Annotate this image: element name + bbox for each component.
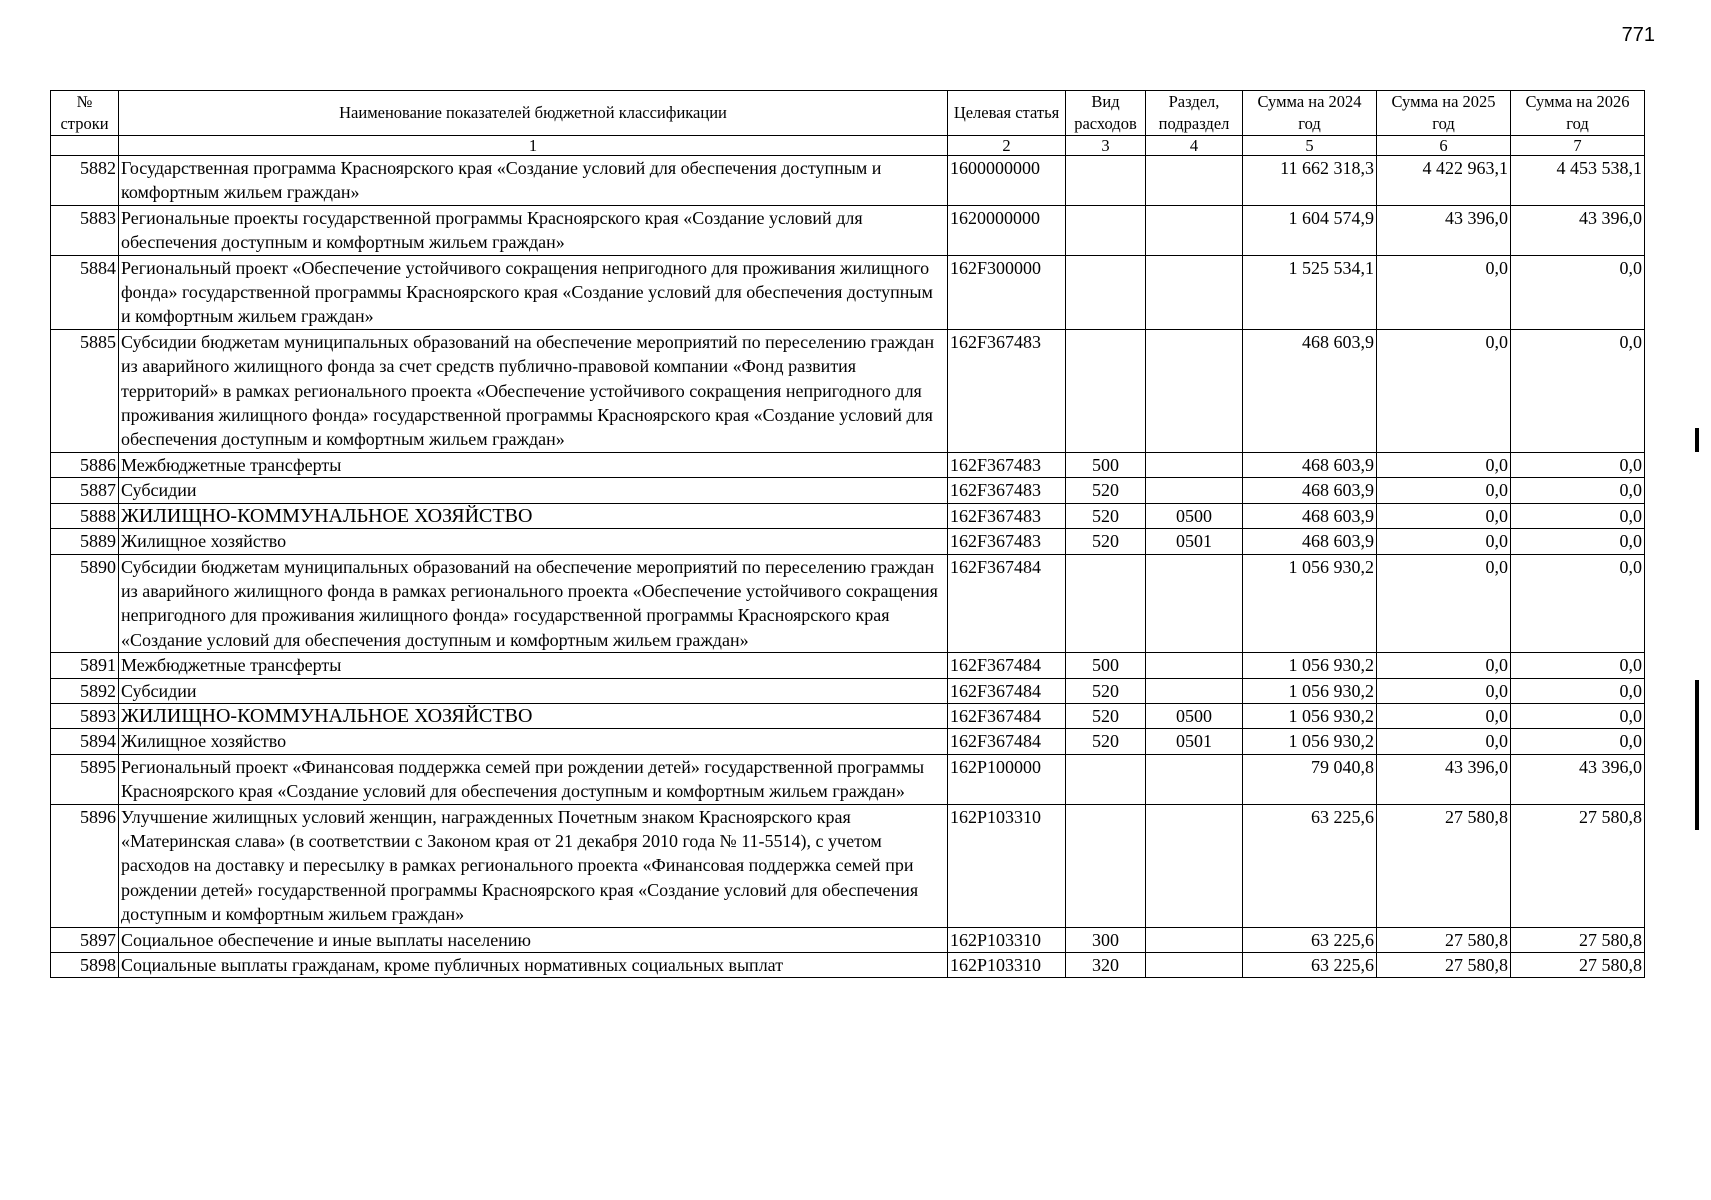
header-section: Раздел, подраздел (1146, 91, 1243, 136)
row-sum-2024: 1 056 930,2 (1243, 554, 1377, 653)
row-sum-2026: 4 453 538,1 (1511, 156, 1645, 206)
row-target-code: 162P103310 (948, 927, 1066, 952)
row-sum-2025: 27 580,8 (1377, 927, 1511, 952)
row-expense-type: 320 (1066, 953, 1146, 978)
row-name: Субсидии бюджетам муниципальных образований на обеспечение мероприятий по переселению граждан из аварийного жилищного фонда за счет средств публично-правовой компании «Фонд развития территорий» в рамках регионального проекта «Обеспечение устойчивого сокращения непригодного для проживания жилищного фонда» государственной программы Красноярского края «Создание условий для обеспечения доступным и комфортным жильем граждан» (119, 329, 948, 452)
row-target-code: 162F300000 (948, 255, 1066, 329)
row-section (1146, 653, 1243, 678)
row-number: 5883 (51, 205, 119, 255)
table-row (51, 678, 1645, 703)
table-row (51, 156, 1645, 206)
row-sum-2024: 468 603,9 (1243, 529, 1377, 554)
header-name: Наименование показателей бюджетной классификации (119, 91, 948, 136)
row-sum-2026: 0,0 (1511, 529, 1645, 554)
column-number: 7 (1511, 136, 1645, 156)
table-row (51, 478, 1645, 503)
row-sum-2025: 0,0 (1377, 329, 1511, 452)
row-name: Субсидии бюджетам муниципальных образований на обеспечение мероприятий по переселению граждан из аварийного жилищного фонда в рамках регионального проекта «Обеспечение устойчивого сокращения непригодного для проживания жилищного фонда» государственной программы Красноярского края «Создание условий для обеспечения доступным и комфортным жильем граждан» (119, 554, 948, 653)
row-number: 5887 (51, 478, 119, 503)
row-expense-type: 300 (1066, 927, 1146, 952)
row-expense-type (1066, 156, 1146, 206)
row-sum-2024: 63 225,6 (1243, 927, 1377, 952)
scan-edge-mark (1695, 428, 1699, 452)
row-name: Жилищное хозяйство (119, 529, 948, 554)
row-section (1146, 678, 1243, 703)
row-name: Субсидии (119, 478, 948, 503)
row-section (1146, 478, 1243, 503)
row-expense-type: 500 (1066, 452, 1146, 477)
row-sum-2024: 63 225,6 (1243, 953, 1377, 978)
row-number: 5895 (51, 754, 119, 804)
row-sum-2026: 0,0 (1511, 452, 1645, 477)
row-target-code: 162F367483 (948, 452, 1066, 477)
row-sum-2026: 0,0 (1511, 329, 1645, 452)
table-row (51, 554, 1645, 653)
table-row (51, 503, 1645, 528)
row-expense-type: 520 (1066, 678, 1146, 703)
row-sum-2026: 0,0 (1511, 729, 1645, 754)
row-target-code: 162P100000 (948, 754, 1066, 804)
row-sum-2025: 0,0 (1377, 478, 1511, 503)
row-name: Жилищное хозяйство (119, 729, 948, 754)
table-row (51, 255, 1645, 329)
table-row (51, 927, 1645, 952)
row-number: 5888 (51, 503, 119, 528)
row-number: 5882 (51, 156, 119, 206)
row-sum-2025: 0,0 (1377, 554, 1511, 653)
row-sum-2025: 0,0 (1377, 503, 1511, 528)
row-sum-2024: 468 603,9 (1243, 503, 1377, 528)
row-section (1146, 754, 1243, 804)
row-target-code: 1620000000 (948, 205, 1066, 255)
row-number: 5891 (51, 653, 119, 678)
row-sum-2026: 27 580,8 (1511, 953, 1645, 978)
row-number: 5897 (51, 927, 119, 952)
table-row (51, 754, 1645, 804)
row-section (1146, 255, 1243, 329)
row-sum-2025: 43 396,0 (1377, 754, 1511, 804)
row-sum-2024: 468 603,9 (1243, 478, 1377, 503)
row-sum-2024: 1 604 574,9 (1243, 205, 1377, 255)
row-sum-2025: 4 422 963,1 (1377, 156, 1511, 206)
row-expense-type: 520 (1066, 703, 1146, 728)
row-sum-2024: 63 225,6 (1243, 804, 1377, 927)
row-sum-2024: 1 056 930,2 (1243, 653, 1377, 678)
row-sum-2025: 0,0 (1377, 529, 1511, 554)
row-sum-2025: 0,0 (1377, 703, 1511, 728)
header-num: № строки (51, 91, 119, 136)
row-sum-2026: 0,0 (1511, 503, 1645, 528)
row-sum-2025: 0,0 (1377, 653, 1511, 678)
row-sum-2026: 27 580,8 (1511, 927, 1645, 952)
row-sum-2025: 0,0 (1377, 729, 1511, 754)
row-number: 5894 (51, 729, 119, 754)
header-type: Вид расходов (1066, 91, 1146, 136)
column-number: 4 (1146, 136, 1243, 156)
column-number-row (51, 136, 1645, 156)
row-section (1146, 452, 1243, 477)
column-number: 5 (1243, 136, 1377, 156)
row-name: Региональный проект «Обеспечение устойчивого сокращения непригодного для проживания жилищного фонда» государственной программы Красноярского края «Создание условий для обеспечения доступным и комфортным жильем граждан» (119, 255, 948, 329)
row-target-code: 162F367483 (948, 478, 1066, 503)
page-number: 771 (1621, 24, 1655, 46)
row-expense-type (1066, 554, 1146, 653)
row-sum-2026: 0,0 (1511, 678, 1645, 703)
row-name: ЖИЛИЩНО-КОММУНАЛЬНОЕ ХОЗЯЙСТВО (119, 503, 948, 528)
row-expense-type: 520 (1066, 529, 1146, 554)
row-target-code: 162F367484 (948, 678, 1066, 703)
row-sum-2024: 468 603,9 (1243, 452, 1377, 477)
table-row (51, 953, 1645, 978)
row-target-code: 162F367483 (948, 329, 1066, 452)
header-row (51, 91, 1645, 136)
row-sum-2024: 1 525 534,1 (1243, 255, 1377, 329)
row-expense-type: 520 (1066, 503, 1146, 528)
row-sum-2026: 0,0 (1511, 554, 1645, 653)
row-sum-2025: 0,0 (1377, 678, 1511, 703)
row-name: Межбюджетные трансферты (119, 653, 948, 678)
row-section: 0501 (1146, 529, 1243, 554)
row-sum-2024: 11 662 318,3 (1243, 156, 1377, 206)
row-sum-2026: 43 396,0 (1511, 205, 1645, 255)
row-expense-type: 520 (1066, 729, 1146, 754)
row-target-code: 162P103310 (948, 953, 1066, 978)
table-row (51, 804, 1645, 927)
table-body (51, 156, 1645, 978)
row-sum-2026: 0,0 (1511, 255, 1645, 329)
row-sum-2024: 1 056 930,2 (1243, 729, 1377, 754)
row-sum-2024: 1 056 930,2 (1243, 703, 1377, 728)
row-target-code: 162F367484 (948, 554, 1066, 653)
row-target-code: 162F367484 (948, 703, 1066, 728)
row-target-code: 162P103310 (948, 804, 1066, 927)
header-sum-2024: Сумма на 2024 год (1243, 91, 1377, 136)
row-number: 5890 (51, 554, 119, 653)
row-expense-type: 500 (1066, 653, 1146, 678)
row-section (1146, 205, 1243, 255)
budget-table (50, 90, 1645, 978)
row-expense-type (1066, 804, 1146, 927)
row-name: ЖИЛИЩНО-КОММУНАЛЬНОЕ ХОЗЯЙСТВО (119, 703, 948, 728)
row-expense-type (1066, 205, 1146, 255)
header-sum-2025: Сумма на 2025 год (1377, 91, 1511, 136)
table-row (51, 205, 1645, 255)
table-row (51, 329, 1645, 452)
row-expense-type: 520 (1066, 478, 1146, 503)
row-sum-2026: 27 580,8 (1511, 804, 1645, 927)
header-target: Целевая статья (948, 91, 1066, 136)
row-sum-2024: 468 603,9 (1243, 329, 1377, 452)
row-section: 0500 (1146, 703, 1243, 728)
row-name: Субсидии (119, 678, 948, 703)
column-number: 1 (119, 136, 948, 156)
row-sum-2024: 79 040,8 (1243, 754, 1377, 804)
row-sum-2025: 27 580,8 (1377, 953, 1511, 978)
row-name: Государственная программа Красноярского края «Создание условий для обеспечения доступным и комфортным жильем граждан» (119, 156, 948, 206)
row-number: 5886 (51, 452, 119, 477)
table-row (51, 703, 1645, 728)
row-section: 0501 (1146, 729, 1243, 754)
column-number: 2 (948, 136, 1066, 156)
row-name: Региональные проекты государственной программы Красноярского края «Создание условий для обеспечения доступным и комфортным жильем граждан» (119, 205, 948, 255)
row-target-code: 1600000000 (948, 156, 1066, 206)
table-row (51, 653, 1645, 678)
row-section (1146, 804, 1243, 927)
row-section (1146, 927, 1243, 952)
row-sum-2025: 27 580,8 (1377, 804, 1511, 927)
row-sum-2024: 1 056 930,2 (1243, 678, 1377, 703)
table-row (51, 529, 1645, 554)
row-number: 5884 (51, 255, 119, 329)
row-sum-2025: 0,0 (1377, 452, 1511, 477)
row-sum-2025: 43 396,0 (1377, 205, 1511, 255)
row-sum-2026: 43 396,0 (1511, 754, 1645, 804)
row-section (1146, 329, 1243, 452)
row-number: 5893 (51, 703, 119, 728)
column-number: 6 (1377, 136, 1511, 156)
row-target-code: 162F367484 (948, 729, 1066, 754)
row-number: 5889 (51, 529, 119, 554)
row-name: Социальные выплаты гражданам, кроме публичных нормативных социальных выплат (119, 953, 948, 978)
row-name: Социальное обеспечение и иные выплаты населению (119, 927, 948, 952)
row-number: 5896 (51, 804, 119, 927)
row-number: 5892 (51, 678, 119, 703)
row-section (1146, 953, 1243, 978)
row-expense-type (1066, 329, 1146, 452)
row-sum-2026: 0,0 (1511, 703, 1645, 728)
row-name: Межбюджетные трансферты (119, 452, 948, 477)
column-number-blank (51, 136, 119, 156)
row-expense-type (1066, 754, 1146, 804)
row-target-code: 162F367484 (948, 653, 1066, 678)
row-name: Улучшение жилищных условий женщин, награжденных Почетным знаком Красноярского края «Материнская слава» (в соответствии с Законом края от 21 декабря 2010 года № 11-5514), с учетом расходов на доставку и пересылку в рамках регионального проекта «Финансовая поддержка семей при рождении детей» государственной программы Красноярского края «Создание условий для обеспечения доступным и комфортным жильем граждан» (119, 804, 948, 927)
row-sum-2026: 0,0 (1511, 478, 1645, 503)
table-row (51, 452, 1645, 477)
row-sum-2026: 0,0 (1511, 653, 1645, 678)
scan-edge-mark (1695, 680, 1699, 830)
row-number: 5898 (51, 953, 119, 978)
row-section: 0500 (1146, 503, 1243, 528)
row-target-code: 162F367483 (948, 529, 1066, 554)
row-expense-type (1066, 255, 1146, 329)
row-section (1146, 156, 1243, 206)
row-sum-2025: 0,0 (1377, 255, 1511, 329)
header-sum-2026: Сумма на 2026 год (1511, 91, 1645, 136)
row-section (1146, 554, 1243, 653)
row-target-code: 162F367483 (948, 503, 1066, 528)
column-number: 3 (1066, 136, 1146, 156)
row-number: 5885 (51, 329, 119, 452)
row-name: Региональный проект «Финансовая поддержка семей при рождении детей» государственной программы Красноярского края «Создание условий для обеспечения доступным и комфортным жильем граждан» (119, 754, 948, 804)
table-row (51, 729, 1645, 754)
